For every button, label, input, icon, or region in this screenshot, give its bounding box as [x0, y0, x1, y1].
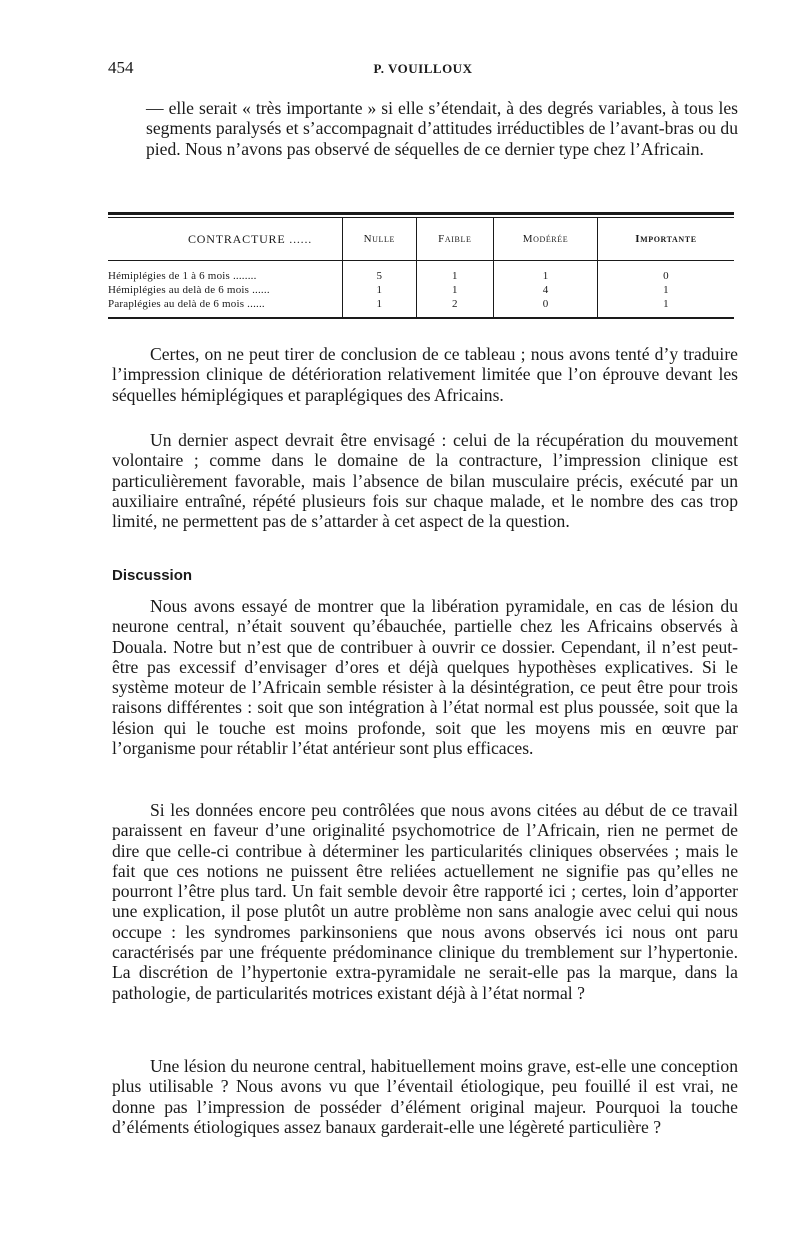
cell-faible: 2 — [416, 297, 494, 311]
table-bottom-rule — [108, 317, 734, 319]
table-row — [108, 283, 734, 297]
table-header-row — [108, 218, 734, 261]
running-head: P. VOUILLOUX — [373, 61, 473, 76]
cell-nulle: 1 — [343, 297, 417, 311]
cell-nulle: 1 — [343, 283, 417, 297]
row-label: Paraplégies au delà de 6 mois ...... — [108, 298, 265, 310]
table-top-rule — [108, 212, 734, 215]
table-row — [108, 269, 734, 283]
paragraph-dernier-aspect: Un dernier aspect devrait être envisagé : celui de la récupération du mouvement volontaire ; comme dans le domaine de la contracture, l’impression clinique est particulièrement favorable, mais l’absence de bilan musculaire précis, exécuté par un auxiliaire entraîné, répété plusieurs fois sur chaque malade, et le nombre des cas trop limité, ne permettent pas de s’attarder à cet aspect de la question. — [112, 430, 738, 532]
cell-moderee: 0 — [494, 297, 598, 311]
cell-faible: 1 — [416, 283, 494, 297]
table-row — [108, 297, 734, 311]
contracture-table — [108, 212, 734, 319]
table-header-importante: Importante — [597, 218, 734, 261]
table-header-faible: Faible — [416, 218, 494, 261]
cell-moderee: 1 — [494, 269, 598, 283]
row-label: Hémiplégies de 1 à 6 mois ........ — [108, 270, 257, 282]
paragraph-discussion-2: Si les données encore peu contrôlées que nous avons citées au début de ce travail paraissent en faveur d’une originalité psychomotrice de l’Africain, rien ne permet de dire que celle-ci contribue à déterminer les particularités cliniques observées ; mais le fait que ces notions ne puissent être reliées actuellement ne signifie pas qu’elles ne pourront l’être plus tard. Un fait semble devoir être rapporté ici ; certes, loin d’apporter une explication, il pose plutôt un autre problème non sans analogie avec celui qui nous occupe : les syndromes parkinsoniens que nous avons observés ici nous ont paru caractérisés par une fréquente prédominance clinique du tremblement sur l’hypertonie. La discrétion de l’hypertonie extra-pyramidale ne serait-elle pas la marque, dans la pathologie, de particularités motrices existant déjà à l’état normal ? — [112, 800, 738, 1003]
page-header — [108, 58, 738, 82]
paragraph-intro: — elle serait « très importante » si elle s’étendait, à des degrés variables, à tous les segments paralysés et s’accompagnait d’attitudes irréductibles de l’avant-bras ou du pied. Nous n’avons pas observé de séquelles de ce dernier type chez l’Africain. — [146, 98, 738, 159]
row-label: Hémiplégies au delà de 6 mois ...... — [108, 284, 270, 296]
cell-importante: 0 — [597, 269, 734, 283]
cell-faible: 1 — [416, 269, 494, 283]
cell-nulle: 5 — [343, 269, 417, 283]
paragraph-discussion-1: Nous avons essayé de montrer que la libération pyramidale, en cas de lésion du neurone central, n’était souvent qu’ébauchée, partielle chez les Africains observés à Douala. Notre but n’est que de contribuer à ouvrir ce dossier. Cependant, il n’est peut-être pas excessif d’envisager d’ores et déjà quelques hypothèses explicatives. Si le système moteur de l’Africain semble résister à la désintégration, ce peut être pour trois raisons différentes : soit que son intégration à l’état normal est plus poussée, soit que la lésion qui le touche est moins profonde, soit que les moyens mis en œuvre par l’organisme pour rétablir l’état antérieur sont plus efficaces. — [112, 596, 738, 759]
cell-importante: 1 — [597, 283, 734, 297]
paragraph-discussion-3: Une lésion du neurone central, habituellement moins grave, est-elle une conception plus utilisable ? Nous avons vu que l’éventail étiologique, peu fouillé il est vrai, ne donne pas l’impression de posséder d’élément original majeur. Pourquoi la touche d’éléments étiologiques assez banaux garderait-elle une légèreté particulière ? — [112, 1056, 738, 1137]
table-header-nulle: Nulle — [343, 218, 417, 261]
section-heading-discussion: Discussion — [112, 567, 193, 584]
paragraph-certes: Certes, on ne peut tirer de conclusion de ce tableau ; nous avons tenté d’y traduire l’impression clinique de détérioration relativement limitée que l’on éprouve devant les séquelles hémiplégiques et paraplégiques des Africains. — [112, 344, 738, 405]
table-header-moderee: Modérée — [494, 218, 598, 261]
cell-importante: 1 — [597, 297, 734, 311]
cell-moderee: 4 — [494, 283, 598, 297]
page-number: 454 — [108, 58, 134, 77]
table-header-contracture: CONTRACTURE ...... — [108, 218, 343, 261]
